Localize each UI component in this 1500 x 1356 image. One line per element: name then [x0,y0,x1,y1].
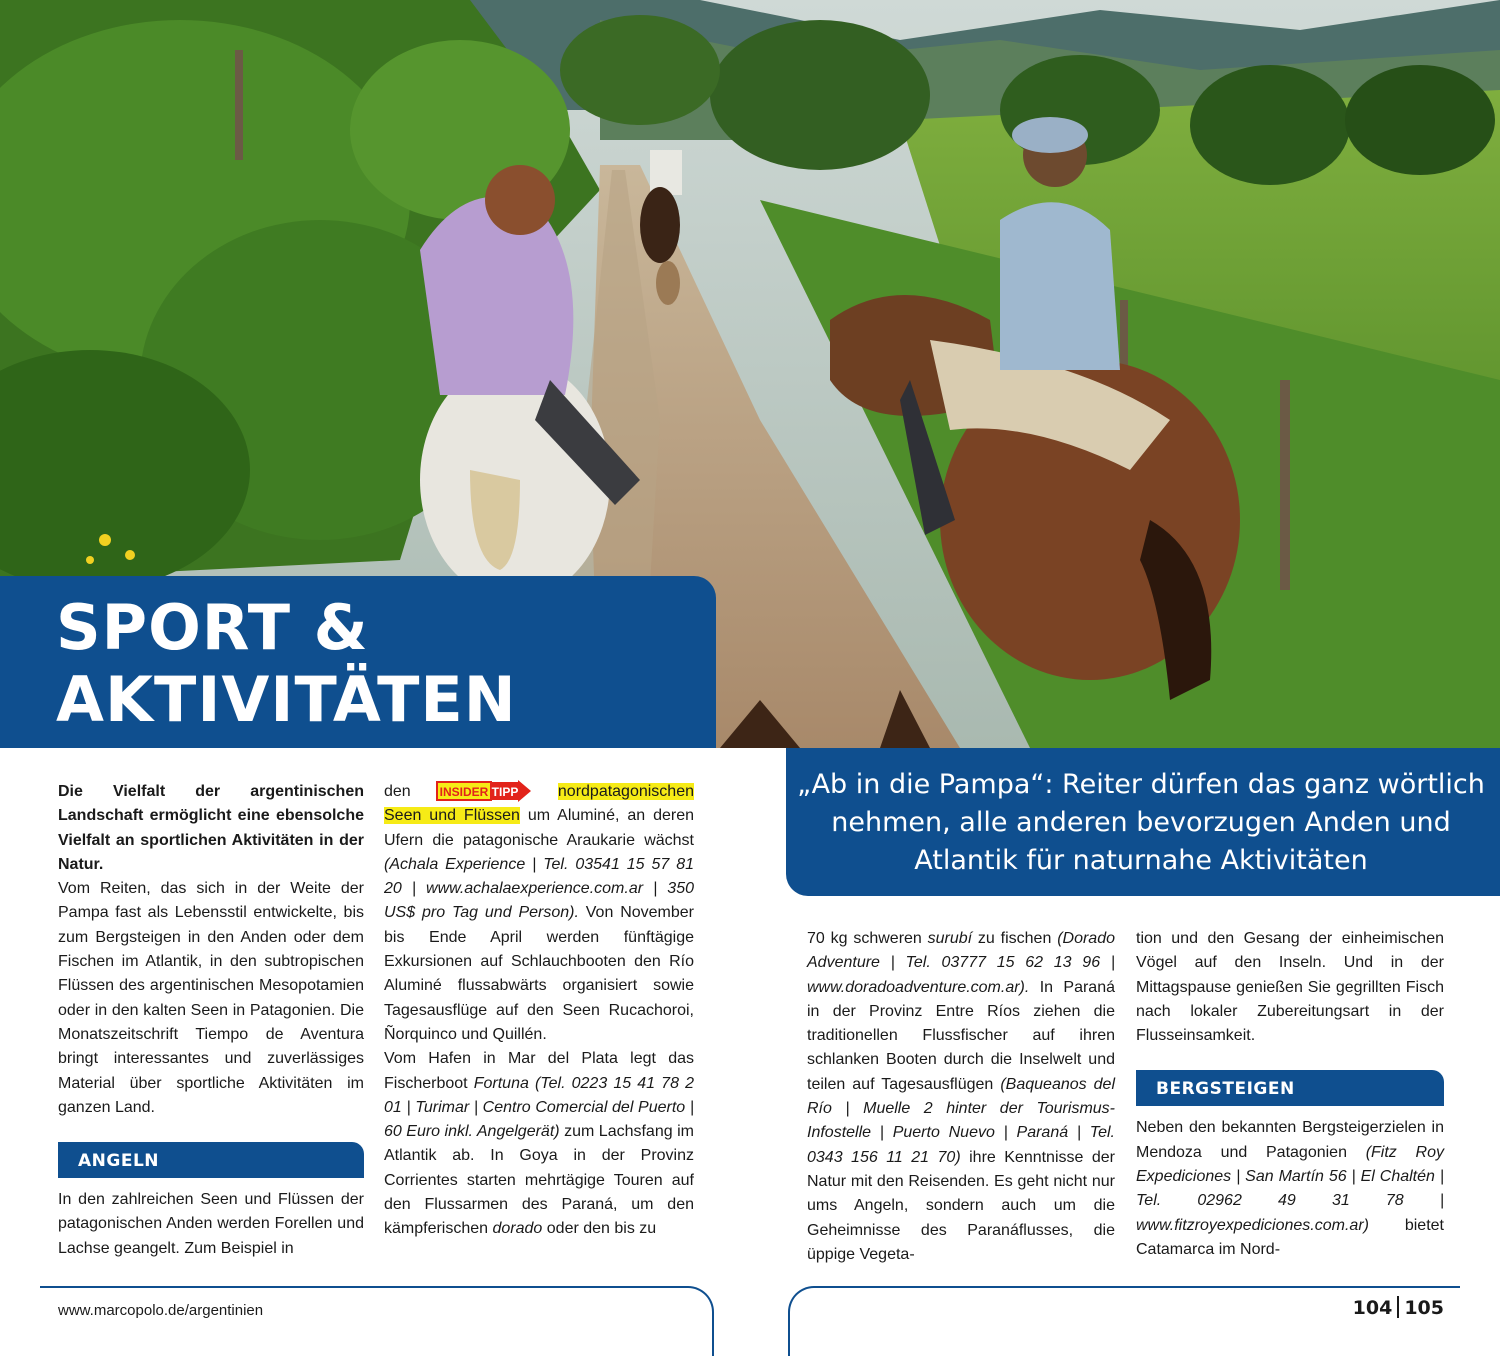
chapter-title-line2: AKTIVITÄTEN [56,663,517,736]
contact-info: (Achala Experience | Tel. 03541 15 57 81 20 | www.achalaexperience.com.ar | 350 US$ pro Tag und Person). [384,855,694,922]
contact-info: (Fitz Roy Expediciones | San Martín 56 | El Chaltén | Tel. 02962 49 31 78 | www.fitzroyexpediciones.com.ar) [1136,1143,1444,1234]
intro-lead: Die Vielfalt der argentinischen Landschaft ermöglicht eine ebensolche Vielfalt an sportlichen Aktivitäten in der Natur. [58,783,364,873]
chapter-subtitle-box [786,748,1500,896]
page-number-divider [1397,1296,1399,1318]
contact-info: (Dorado Adventure | Tel. 03777 15 62 13 96 | www.doradoadventure.com.ar). [807,930,1115,996]
text-span: 70 kg schweren [807,930,928,947]
column-4 [1136,927,1444,1262]
chapter-subtitle: „Ab in die Pampa“: Reiter dürfen das ganz wörtlich nehmen, alle anderen bevorzugen Anden und Atlantik für naturnahe Aktivitäten [797,769,1485,876]
page-number-right: 105 [1404,1297,1444,1319]
fish-name: dorado [492,1220,543,1238]
chapter-title-banner [0,576,716,748]
fish-name: surubí [927,930,973,947]
contact-info: (Baqueanos del Río | Muelle 2 hinter der Tourismus-Infostelle | Puerto Nuevo | Paraná | Tel. 0343 156 11 21 70) [807,1075,1115,1166]
angeln-paragraph-4 [807,927,1115,1267]
text-span: zu fischen [972,930,1058,947]
angeln-paragraph-1: In den zahlreichen Seen und Flüssen der patagonischen Anden werden Forellen und Lachse geangelt. Zum Beispiel in [58,1191,364,1257]
section-heading-angeln: ANGELN [58,1142,364,1178]
column-3 [807,927,1115,1267]
chapter-title [56,592,517,736]
column-2 [384,780,694,1242]
highlighted-text: nordpatagonischen Seen und Flüssen [384,783,694,825]
page-numbers [1353,1297,1444,1320]
angeln-paragraph-5: tion und den Gesang der einheimischen Vögel auf den Inseln. Und in der Mittagspause genießen Sie gegrillten Fisch nach lokaler Zubereitungsart in der Flusseinsamkeit. [1136,930,1444,1045]
footer-website-link[interactable]: www.marcopolo.de/argentinien [58,1302,264,1319]
text-span: zum Lachsfang im Atlantik ab. In Goya in der Provinz Corrientes starten mehrtägige Touren auf den Flussarmen des Paraná, um den kämpferischen [384,1123,694,1238]
intro-body: Vom Reiten, das sich in der Weite der Pampa fast als Lebensstil entwickelte, bis zum Bergsteigen in den Anden oder dem Fischen im Atlantik, in den subtropischen Flüssen des argentinischen Mesopotamien oder in den kalten Seen in Patagonien. Die Monatszeitschrift Tiempo de Aventura bringt interessantes und zuverlässiges Material über sportliche Aktivitäten im ganzen Land. [58,880,364,1116]
text-span: den [384,783,411,800]
section-heading-bergsteigen: BERGSTEIGEN [1136,1070,1444,1106]
angeln-paragraph-3 [384,1047,694,1241]
tipp-tag-text: TIPP [491,784,519,799]
insider-tipp-icon [436,780,532,802]
text-span: Neben den bekannten Bergsteigerzielen in Mendoza und Patagonien [1136,1119,1444,1161]
text-span: Von November bis Ende April werden fünftägige Exkursionen auf Schlauchbooten den Río Aluminé flussabwärts organisiert sowie Tagesausflüge auf den Seen Rucachoroi, Ñorquinco und Quillén. [384,904,695,1043]
insider-tag-text: INSIDER [439,784,489,799]
contact-info: Fortuna (Tel. 0223 15 41 78 2 01 | Turimar | Centro Comercial del Puerto | 60 Euro inkl. Angelgerät) [384,1074,694,1141]
text-span: oder den bis zu [542,1220,657,1238]
text-span: um Aluminé, an deren Ufern die patagonische Araukarie wächst [384,807,694,849]
bergsteigen-paragraph-1 [1136,1116,1444,1262]
footer-rule-left [40,1286,714,1356]
text-span: Vom Hafen in Mar del Plata legt das Fischerboot [384,1050,694,1092]
angeln-paragraph-2 [384,780,694,1047]
column-1 [58,780,364,1261]
text-span: ihre Kenntnisse der Natur mit den Reisenden. Es geht nicht nur ums Angeln, sondern auch um die Geheimnisse des Paranáflusses, die üppige Vegeta- [807,1148,1115,1263]
chapter-title-line1: SPORT & [56,591,369,664]
text-span: In Paraná in der Provinz Entre Ríos ziehen die traditionellen Flussfischer auf ihren schlanken Booten durch die Inselwelt und teilen auf Tagesausflügen [807,978,1115,1093]
page-number-left: 104 [1352,1297,1393,1319]
text-span: bietet Catamarca im Nord- [1136,1216,1444,1258]
